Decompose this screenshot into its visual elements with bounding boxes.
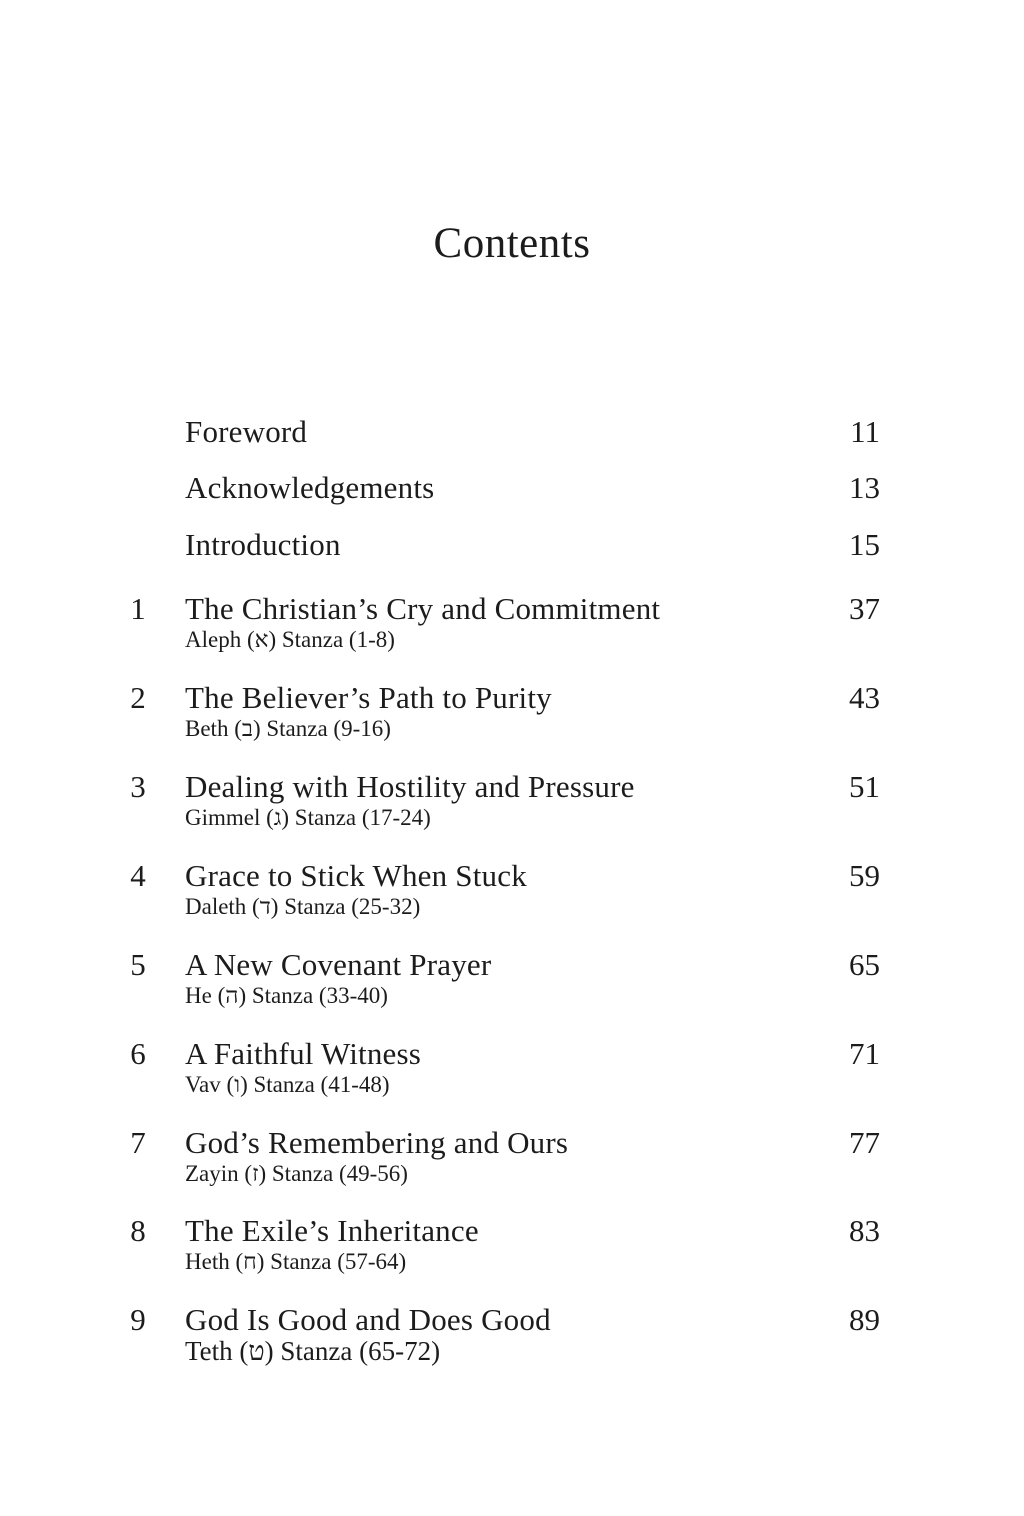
page-number: 13 xyxy=(849,470,880,505)
page-number: 83 xyxy=(849,1213,880,1248)
toc-chapter-1[interactable] xyxy=(0,590,1024,652)
chapter-title: The Christian’s Cry and Commitment xyxy=(185,591,661,626)
chapter-title: The Exile’s Inheritance xyxy=(185,1213,479,1248)
chapter-title: Dealing with Hostility and Pressure xyxy=(185,769,635,804)
chapter-title: Grace to Stick When Stuck xyxy=(185,858,527,893)
page-number: 65 xyxy=(849,947,880,982)
toc-entry-acknowledgements[interactable] xyxy=(0,469,1024,509)
chapter-number: 3 xyxy=(130,769,146,804)
chapter-number: 9 xyxy=(130,1302,146,1337)
chapter-number: 8 xyxy=(130,1213,146,1248)
page-number: 89 xyxy=(849,1302,880,1337)
chapter-subtitle: Beth (ב) Stanza (9-16) xyxy=(185,716,391,741)
toc-chapter-6[interactable] xyxy=(0,1035,1024,1097)
page-number: 77 xyxy=(849,1125,880,1160)
toc-chapter-8[interactable] xyxy=(0,1212,1024,1274)
chapter-title: God’s Remembering and Ours xyxy=(185,1125,569,1160)
toc-chapter-2[interactable] xyxy=(0,679,1024,741)
chapter-number: 4 xyxy=(130,858,146,893)
chapter-number: 2 xyxy=(130,680,146,715)
page-number: 43 xyxy=(849,680,880,715)
chapter-subtitle: Gimmel (ג) Stanza (17-24) xyxy=(185,805,431,830)
page-number: 15 xyxy=(849,527,880,562)
entry-title: Acknowledgements xyxy=(185,470,435,505)
toc-chapter-9[interactable] xyxy=(0,1301,1024,1366)
chapter-number: 7 xyxy=(130,1125,146,1160)
page-number: 59 xyxy=(849,858,880,893)
page-number: 37 xyxy=(849,591,880,626)
toc-chapter-5[interactable] xyxy=(0,946,1024,1008)
chapter-number: 6 xyxy=(130,1036,146,1071)
chapter-subtitle: Vav (ו) Stanza (41-48) xyxy=(185,1072,390,1097)
chapter-subtitle: Aleph (א) Stanza (1-8) xyxy=(185,627,395,652)
chapter-title: The Believer’s Path to Purity xyxy=(185,680,552,715)
toc-entry-foreword[interactable] xyxy=(0,413,1024,453)
page-number: 51 xyxy=(849,769,880,804)
chapter-number: 1 xyxy=(130,591,146,626)
chapter-title: A New Covenant Prayer xyxy=(185,947,492,982)
toc-chapter-7[interactable] xyxy=(0,1124,1024,1186)
page-title: Contents xyxy=(433,220,591,267)
toc-chapter-4[interactable] xyxy=(0,857,1024,919)
chapter-subtitle: Daleth (ד) Stanza (25-32) xyxy=(185,894,421,919)
chapter-number: 5 xyxy=(130,947,146,982)
page-number: 11 xyxy=(850,414,880,449)
page-number: 71 xyxy=(849,1036,880,1071)
toc-chapter-3[interactable] xyxy=(0,768,1024,830)
chapter-subtitle: Heth (ח) Stanza (57-64) xyxy=(185,1249,407,1274)
chapter-subtitle: He (ה) Stanza (33-40) xyxy=(185,983,388,1008)
chapter-subtitle: Zayin (ז) Stanza (49-56) xyxy=(185,1161,408,1186)
chapter-title: A Faithful Witness xyxy=(185,1036,422,1071)
entry-title: Foreword xyxy=(185,414,308,449)
chapter-subtitle: Teth (ט) Stanza (65-72) xyxy=(185,1336,441,1366)
toc-entry-introduction[interactable] xyxy=(0,526,1024,566)
entry-title: Introduction xyxy=(185,527,341,562)
chapter-title: God Is Good and Does Good xyxy=(185,1302,551,1337)
